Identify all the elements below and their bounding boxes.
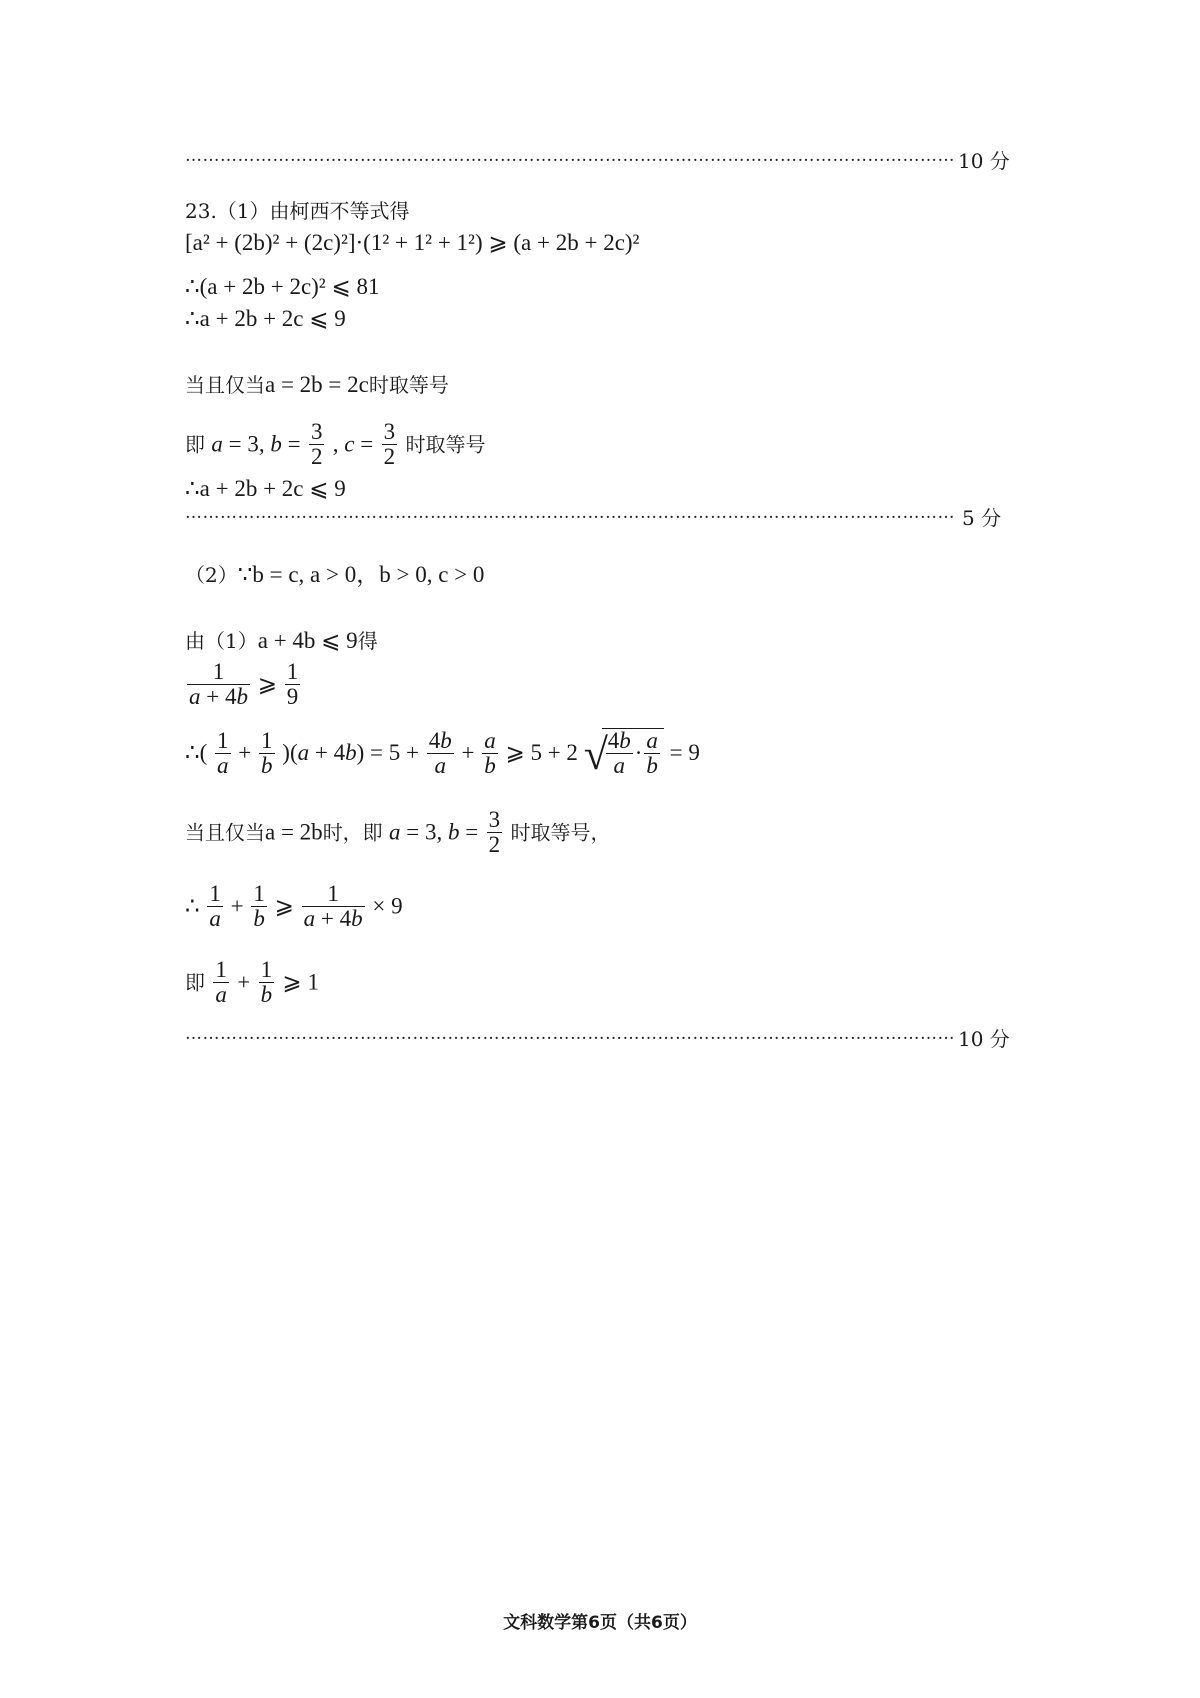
score-10: 10 分 (958, 1027, 1010, 1051)
page-footer: 文科数学第6页（共6页） (503, 1613, 697, 1633)
reciprocal-sum-bound: ∴ $\frac{1}{a}$ + $\frac{1}{b}$ ⩾ $\frac{1}{a + 4b}$ × 9 (185, 881, 403, 931)
sum-bound-conclusion: ∴a + 2b + 2c ⩽ 9 (185, 476, 346, 501)
final-result: 即 $\frac{1}{a}$ + $\frac{1}{b}$ ⩾ 1 (185, 957, 319, 1007)
part2-condition: （2）∵b = c, a > 0，b > 0, c > 0 (185, 562, 485, 587)
square-root: √ $\frac{4b}{a}$ · $\frac{a}{b}$ (584, 728, 664, 778)
cauchy-inequality: [a² + (2b)² + (2c)²]·(1² + 1² + 1²) ⩾ (a + 2b + 2c)² (185, 230, 640, 255)
sum-bound: ∴a + 2b + 2c ⩽ 9 (185, 306, 346, 331)
separator-dots: …………………………………………………………………………………………………………………… (185, 503, 955, 523)
squared-bound: ∴(a + 2b + 2c)² ⩽ 81 (185, 274, 380, 299)
q23-part1-header: 23.（1）由柯西不等式得 (185, 199, 410, 223)
reciprocal-bound: $\frac{1}{a + 4b}$ ⩾ $\frac{1}{9}$ (189, 659, 299, 709)
equality-condition: 当且仅当a = 2b = 2c时取等号 (185, 372, 449, 397)
part2-from-part1: 由（1）a + 4b ⩽ 9得 (185, 628, 378, 653)
fraction-3-2: $\frac{3}{2}$ (383, 419, 396, 469)
fraction-3-2: $\frac{3}{2}$ (310, 419, 323, 469)
score-10: 10 分 (958, 149, 1010, 173)
separator-dots: …………………………………………………………………………………………………………………… (185, 146, 955, 166)
score-5: 5 分 (962, 506, 1002, 530)
equality-condition-2: 当且仅当a = 2b时，即 a = 3, b = $\frac{3}{2}$ 时取等号， (185, 807, 611, 857)
separator-dots: …………………………………………………………………………………………………………………… (185, 1024, 955, 1044)
equality-values: 即 a = 3, b = $\frac{3}{2}$ , c = $\frac{3}{2}$ 时取等号 (185, 419, 486, 469)
am-gm-step: ∴( $\frac{1}{a}$ + $\frac{1}{b}$ )(a + 4b) = 5 + $\frac{4b}{a}$ + $\frac{a}{b}$ ⩾ 5 + 2 √ $\frac{4b}{a}$ · $\frac{a}{b}$ = 9 (185, 727, 700, 779)
